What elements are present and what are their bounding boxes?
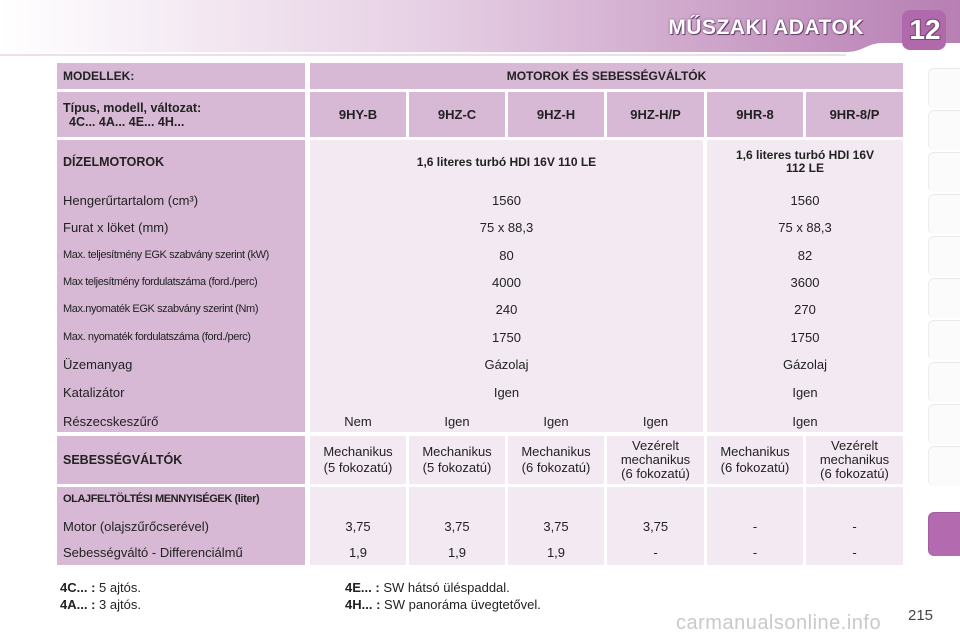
side-tab[interactable] (928, 362, 960, 402)
spec-label: Katalizátor (63, 384, 125, 400)
oil-engine-value: - (752, 518, 758, 534)
oil-gearbox-value: - (653, 544, 658, 560)
table-row-models (57, 63, 903, 89)
footnote-text: SW hátsó üléspaddal. (383, 580, 510, 595)
spec-value-a: 80 (499, 247, 514, 263)
particle-value: Igen (642, 413, 669, 429)
gearbox-label: SEBESSÉGVÁLTÓK (57, 436, 305, 484)
oil-header-row (57, 488, 903, 510)
spec-row (57, 188, 903, 212)
page-header (0, 0, 960, 56)
gearbox-text: (6 fokozatú) (820, 466, 889, 481)
table-row-types (57, 92, 903, 137)
side-tab[interactable] (928, 194, 960, 234)
particle-filter-row (57, 409, 903, 433)
engine-code: 9HZ-H/P (607, 92, 704, 137)
spec-row (57, 352, 903, 376)
gearbox-cell (607, 436, 704, 484)
gearbox-text: (5 fokozatú) (422, 460, 492, 475)
spec-value-a: Gázolaj (484, 356, 529, 372)
page-number: 215 (908, 607, 934, 624)
spec-value-b: 82 (797, 247, 813, 263)
engine-group-b-line2: 112 LE (785, 161, 825, 175)
oil-engine-row (57, 514, 903, 538)
gearbox-cell (707, 436, 803, 484)
spec-value-b: 75 x 88,3 (778, 219, 832, 235)
gearbox-row (57, 436, 903, 484)
footnote (60, 597, 141, 614)
footnote-code: 4E... : (345, 580, 380, 595)
type-label-line2: 4C... 4A... 4E... 4H... (69, 114, 185, 129)
diesel-header-row (57, 144, 903, 180)
oil-gearbox-value: - (852, 544, 857, 560)
footnotes-left (60, 580, 141, 614)
spec-value-b: Gázolaj (782, 356, 828, 372)
models-label: MODELLEK: (57, 63, 305, 89)
gearbox-text: (6 fokozatú) (521, 460, 591, 475)
footnote (345, 597, 541, 614)
spec-value-a: 1750 (492, 329, 521, 345)
gearbox-text: Vezérelt (831, 438, 878, 453)
side-tab[interactable] (928, 152, 960, 192)
engine-code: 9HZ-H (508, 92, 604, 137)
spec-value-b: 1750 (790, 329, 820, 345)
spec-value-a: 75 x 88,3 (479, 219, 534, 235)
particle-value: Igen (543, 413, 569, 429)
spec-label: Max. teljesítmény EGK szabvány szerint (kW) (63, 249, 269, 261)
side-tab[interactable] (928, 236, 960, 276)
gearbox-text: (6 fokozatú) (720, 460, 790, 475)
footnote-code: 4H... : (345, 597, 381, 612)
footnote-text: SW panoráma üvegtetővel. (384, 597, 541, 612)
engine-group-b (707, 144, 903, 180)
spec-label: Max. nyomaték fordulatszáma (ford./perc) (63, 331, 251, 343)
side-tabs (928, 68, 960, 573)
particle-value-b: Igen (792, 413, 818, 429)
footnote (345, 580, 541, 597)
oil-gearbox-value: 1,9 (447, 544, 467, 560)
footnote-text: 3 ajtós. (99, 597, 141, 612)
footnote-text: 5 ajtós. (99, 580, 141, 595)
engine-code: 9HR-8/P (806, 92, 903, 137)
oil-engine-value: 3,75 (642, 518, 669, 534)
spec-label: Max.nyomaték EGK szabvány szerint (Nm) (63, 303, 259, 315)
oil-gearbox-value: - (752, 544, 758, 560)
spec-value-b: 270 (794, 301, 816, 317)
oil-engine-value: 3,75 (345, 518, 371, 534)
oil-gearbox-value: 1,9 (348, 544, 368, 560)
oil-engine-value: - (852, 518, 857, 534)
oil-engine-label: Motor (olajszűrőcserével) (63, 518, 209, 534)
diesel-label: DÍZELMOTOROK (63, 155, 165, 169)
oil-engine-value: 3,75 (543, 518, 569, 534)
engine-code: 9HR-8 (707, 92, 803, 137)
oil-engine-value: 3,75 (444, 518, 470, 534)
gearbox-cell (310, 436, 406, 484)
side-tab[interactable] (928, 278, 960, 318)
engines-header: MOTOROK ÉS SEBESSÉGVÁLTÓK (310, 63, 903, 89)
spec-row (57, 243, 903, 267)
type-label (57, 92, 305, 137)
gearbox-text: Mechanikus (720, 444, 790, 459)
gearbox-cell (806, 436, 903, 484)
gearbox-cell (508, 436, 604, 484)
footnotes-right (345, 580, 541, 614)
spec-row (57, 215, 903, 239)
engine-code: 9HY-B (310, 92, 406, 137)
chapter-number: 12 (909, 14, 941, 45)
spec-value-b: 1560 (790, 192, 820, 208)
side-tab-active[interactable] (928, 512, 960, 556)
side-tab[interactable] (928, 320, 960, 360)
oil-label: OLAJFELTÖLTÉSI MENNYISÉGEK (liter) (63, 493, 260, 505)
side-tab[interactable] (928, 68, 960, 108)
oil-gearbox-label: Sebességváltó - Differenciálmű (63, 544, 243, 560)
side-tab[interactable] (928, 110, 960, 150)
spec-row (57, 325, 903, 349)
side-tab[interactable] (928, 404, 960, 444)
page-title: MŰSZAKI ADATOK (668, 16, 864, 39)
footnote (60, 580, 141, 597)
gearbox-text: Mechanikus (521, 444, 591, 459)
gearbox-text: mechanikus (620, 452, 691, 467)
spec-value-a: 4000 (492, 274, 521, 290)
spec-label: Furat x löket (mm) (63, 219, 169, 235)
footnote-code: 4C... : (60, 580, 96, 595)
oil-gearbox-value: 1,9 (546, 544, 566, 560)
watermark: carmanualsonline.info (676, 612, 882, 634)
spec-label: Max teljesítmény fordulatszáma (ford./perc) (63, 276, 258, 288)
spec-value-a: Igen (493, 384, 520, 400)
engine-code: 9HZ-C (409, 92, 505, 137)
gearbox-text: Mechanikus (323, 444, 393, 459)
spec-row (57, 297, 903, 321)
gearbox-text: (6 fokozatú) (621, 466, 690, 481)
spec-value-a: 1560 (492, 192, 521, 208)
gearbox-cell (409, 436, 505, 484)
gearbox-text: mechanikus (819, 452, 890, 467)
gearbox-text: (5 fokozatú) (323, 460, 393, 475)
particle-value: Igen (444, 413, 470, 429)
spec-value-a: 240 (495, 301, 518, 317)
oil-gearbox-row (57, 540, 903, 564)
engine-group-b-line1: 1,6 literes turbó HDI 16V (735, 148, 875, 162)
side-tab[interactable] (928, 446, 960, 486)
particle-value: Nem (344, 413, 372, 429)
gearbox-text: Vezérelt (632, 438, 679, 453)
gearbox-text: Mechanikus (422, 444, 492, 459)
spec-value-b: Igen (792, 384, 818, 400)
type-label-line1: Típus, modell, változat: (63, 100, 202, 115)
spec-row (57, 380, 903, 404)
spec-label: Hengerűrtartalom (cm³) (63, 192, 199, 208)
spec-row (57, 270, 903, 294)
particle-label: Részecskeszűrő (63, 413, 159, 429)
engine-group-a: 1,6 literes turbó HDI 16V 110 LE (416, 155, 597, 169)
spec-label: Üzemanyag (63, 356, 133, 372)
footnote-code: 4A... : (60, 597, 96, 612)
spec-value-b: 3600 (790, 274, 820, 290)
